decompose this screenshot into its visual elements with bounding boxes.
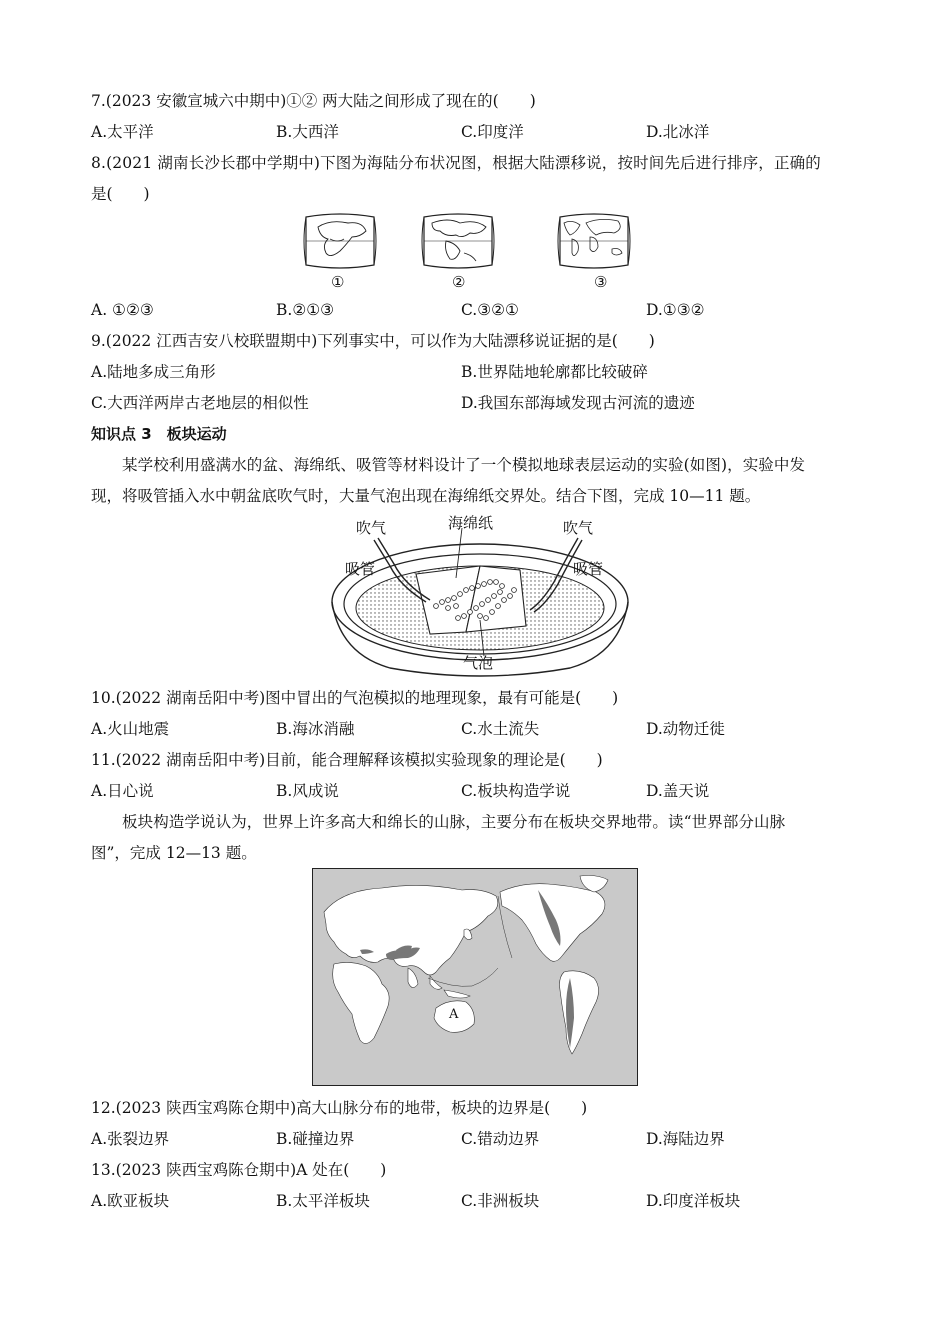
label-bubbles: 气泡 (463, 654, 494, 672)
passage-2-line-2: 图”，完成 12—13 题。 (91, 844, 257, 862)
question-12-stem: 12.(2023 陕西宝鸡陈仓期中)高大山脉分布的地带，板块的边界是( ) (91, 1099, 588, 1117)
question-11-stem: 11.(2022 湖南岳阳中考)目前，能合理解释该模拟实验现象的理论是( ) (91, 751, 603, 769)
question-13-option-d[interactable]: D.印度洋板块 (646, 1192, 741, 1210)
question-7-option-d[interactable]: D.北冰洋 (646, 123, 710, 141)
label-blow-right: 吹气 (563, 519, 594, 537)
question-12-option-d[interactable]: D.海陆边界 (646, 1130, 725, 1148)
question-8-option-b[interactable]: B.②①③ (276, 301, 335, 319)
question-7-option-b[interactable]: B.大西洋 (276, 123, 339, 141)
map-3-label: ③ (594, 273, 608, 291)
passage-1-line-1: 某学校利用盛满水的盆、海绵纸、吸管等材料设计了一个模拟地球表层运动的实验(如图)，实验中发 (122, 456, 806, 474)
world-mountains-map (312, 868, 638, 1086)
question-8-option-a[interactable]: A. ①②③ (91, 301, 154, 319)
question-8-option-c[interactable]: C.③②① (461, 301, 519, 319)
question-10-option-b[interactable]: B.海冰消融 (276, 720, 355, 738)
question-13-option-c[interactable]: C.非洲板块 (461, 1192, 540, 1210)
question-11-option-a[interactable]: A.日心说 (91, 782, 154, 800)
section-heading: 知识点 3 板块运动 (91, 425, 227, 443)
question-7-stem: 7.(2023 安徽宣城六中期中)①② 两大陆之间形成了现在的( ) (91, 92, 536, 110)
label-sponge-paper: 海绵纸 (448, 514, 494, 532)
map-2 (422, 214, 494, 268)
question-10-option-c[interactable]: C.水土流失 (461, 720, 540, 738)
map-1 (304, 214, 376, 268)
question-11-option-d[interactable]: D.盖天说 (646, 782, 710, 800)
label-straw-right: 吸管 (573, 560, 604, 578)
map-2-label: ② (452, 273, 466, 291)
question-7-option-a[interactable]: A.太平洋 (91, 123, 154, 141)
question-8-stem-line-2: 是( ) (91, 185, 150, 203)
label-blow-left: 吹气 (356, 519, 387, 537)
question-11-option-b[interactable]: B.风成说 (276, 782, 339, 800)
question-10-option-d[interactable]: D.动物迁徙 (646, 720, 725, 738)
sponge-sheets (416, 566, 526, 634)
question-10-stem: 10.(2022 湖南岳阳中考)图中冒出的气泡模拟的地理现象，最有可能是( ) (91, 689, 619, 707)
question-7-option-c[interactable]: C.印度洋 (461, 123, 524, 141)
question-9-option-a[interactable]: A.陆地多成三角形 (91, 363, 216, 381)
question-13-stem: 13.(2023 陕西宝鸡陈仓期中)A 处在( ) (91, 1161, 387, 1179)
label-straw-left: 吸管 (345, 560, 376, 578)
question-10-option-a[interactable]: A.火山地震 (91, 720, 170, 738)
map-1-label: ① (331, 273, 345, 291)
question-8-stem-line-1: 8.(2021 湖南长沙长郡中学期中)下图为海陆分布状况图，根据大陆漂移说，按时间先后进行排序，正确的 (91, 154, 821, 172)
question-12-option-c[interactable]: C.错动边界 (461, 1130, 540, 1148)
map-3 (558, 214, 630, 268)
passage-1-line-2: 现，将吸管插入水中朝盆底吹气时，大量气泡出现在海绵纸交界处。结合下图，完成 10—11 题。 (91, 487, 761, 505)
question-12-option-a[interactable]: A.张裂边界 (91, 1130, 170, 1148)
passage-2-line-1: 板块构造学说认为，世界上许多高大和绵长的山脉，主要分布在板块交界地带。读“世界部分山脉 (122, 813, 786, 831)
question-9-option-d[interactable]: D.我国东部海域发现古河流的遗迹 (461, 394, 695, 412)
question-8-option-d[interactable]: D.①③② (646, 301, 705, 319)
question-13-option-b[interactable]: B.太平洋板块 (276, 1192, 370, 1210)
question-11-option-c[interactable]: C.板块构造学说 (461, 782, 571, 800)
map-label-a: A (449, 1007, 459, 1022)
question-9-option-b[interactable]: B.世界陆地轮廓都比较破碎 (461, 363, 648, 381)
question-9-option-c[interactable]: C.大西洋两岸古老地层的相似性 (91, 394, 309, 412)
question-12-option-b[interactable]: B.碰撞边界 (276, 1130, 355, 1148)
question-13-option-a[interactable]: A.欧亚板块 (91, 1192, 170, 1210)
question-9-stem: 9.(2022 江西吉安八校联盟期中)下列事实中，可以作为大陆漂移说证据的是( ) (91, 332, 655, 350)
